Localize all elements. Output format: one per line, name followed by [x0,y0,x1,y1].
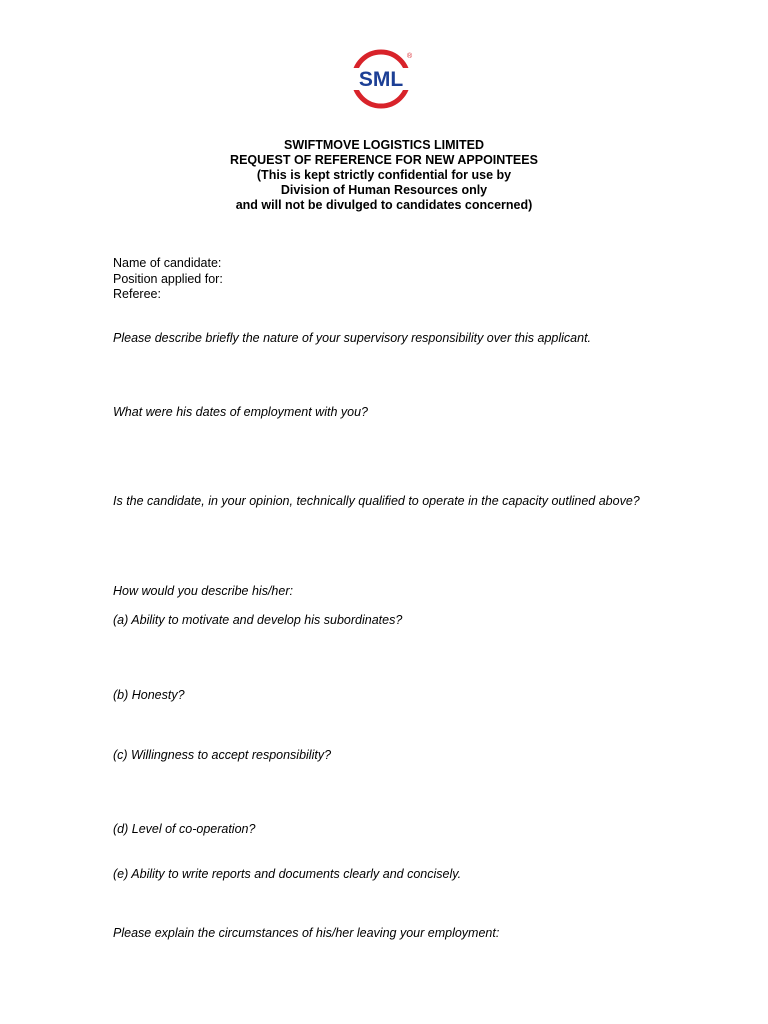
question-d: (d) Level of co-operation? [113,822,256,836]
referee-label: Referee: [113,287,161,301]
question-c: (c) Willingness to accept responsibility? [113,748,332,762]
question-dates: What were his dates of employment with you? [113,405,368,419]
form-title: REQUEST OF REFERENCE FOR NEW APPOINTEES [230,153,538,167]
candidate-fields [113,256,223,303]
logo-text: SML [358,68,404,91]
confidential-note-line-1: (This is kept strictly confidential for use by [256,168,512,182]
question-leaving: Please explain the circumstances of his/her leaving your employment: [113,926,500,940]
sml-logo-icon [350,48,416,110]
question-a: (a) Ability to motivate and develop his subordinates? [113,613,403,627]
company-name: SWIFTMOVE LOGISTICS LIMITED [284,138,484,152]
document-heading [0,138,768,213]
registered-mark: ® [407,53,413,60]
question-e: (e) Ability to write reports and documents clearly and concisely. [113,867,462,881]
question-qualified: Is the candidate, in your opinion, technically qualified to operate in the capacity outlined above? [113,494,640,508]
company-logo [350,48,416,110]
candidate-name-label: Name of candidate: [113,256,222,270]
position-label: Position applied for: [113,271,223,286]
confidential-note-line-2: Division of Human Resources only [280,183,488,197]
question-supervisory: Please describe briefly the nature of your supervisory responsibility over this applicant. [113,331,592,345]
question-b: (b) Honesty? [113,688,185,702]
question-describe: How would you describe his/her: [113,584,293,598]
confidential-note-line-3: and will not be divulged to candidates concerned) [235,198,533,212]
